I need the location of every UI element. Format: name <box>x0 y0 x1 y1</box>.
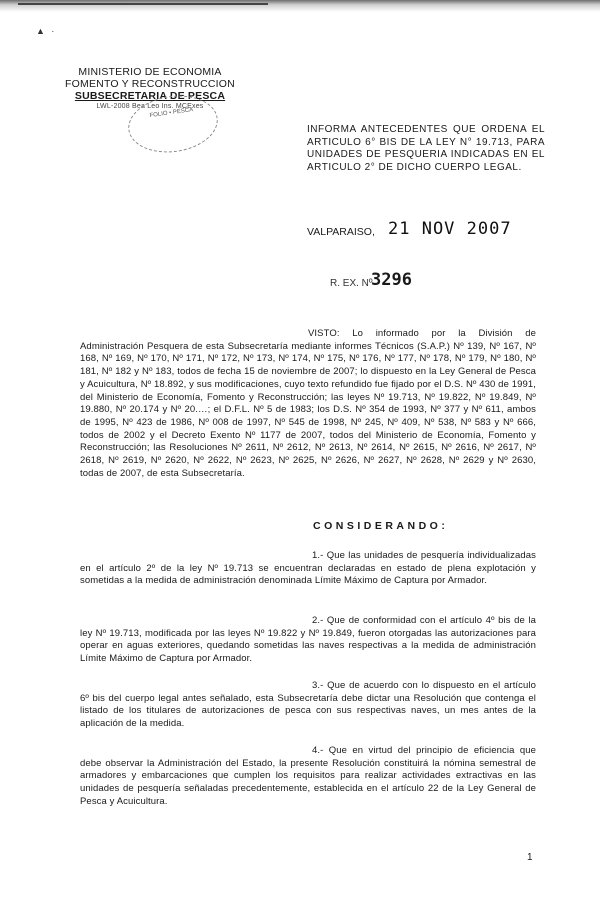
subsecretaria-name: SUBSECRETARIA DE PESCA <box>74 90 226 102</box>
considerando-1: 1.- Que las unidades de pesquería individualizadas en el artículo 2º de la ley Nº 19.713 se encuentran declaradas en estado de plena explotación y sometidas a la medida de administración denominada Límite Máximo de Captura por Armador. <box>80 550 536 587</box>
considerando-heading: CONSIDERANDO: <box>313 520 449 532</box>
corner-mark: ▲ · <box>36 26 57 36</box>
page-number: 1 <box>527 852 533 863</box>
reference-code: LWL-2008 Bea Leo Ins. MCExes <box>96 103 204 110</box>
scan-edge <box>0 0 600 12</box>
date-stamp: 21 NOV 2007 <box>388 219 512 239</box>
stamp-text: FOLIO • PESCA <box>149 107 194 120</box>
considerando-4: 4.- Que en virtud del principio de eficiencia que debe observar la Administración del Estado, la presente Resolución constituirá la nómina semestral de armadores y embarcaciones que cumplen los requisitos para realizar actividades extractivas en las unidades de pesquería señaladas precedentemente, establecida en el artículo 22 de la Ley General de Pesca y Acuicultura. <box>80 745 536 807</box>
visto-paragraph: VISTO: Lo informado por la División de Administración Pesquera de esta Subsecretaría mediante informes Técnicos (S.A.P.) Nº 139, Nº 167, Nº 168, Nº 169, Nº 170, Nº 171, Nº 172, Nº 173, Nº 174, Nº 175, Nº 176, Nº 177, Nº 178, Nº 179, Nº 180, Nº 181, Nº 182 y Nº 183, todos de fecha 15 de noviembre de 2007; lo dispuesto en la Ley General de Pesca y Acuicultura, Nº 18.892, y sus modificaciones, cuyo texto refundido fue fijado por el D.S. Nº 430 de 1991, del Ministerio de Economía, Fomento y Reconstrucción; las leyes Nº 19.713, Nº 19.822, Nº 19.849, Nº 19.880, Nº 20.174 y Nº 20.…; el D.F.L. Nº 5 de 1983; los D.S. Nº 354 de 1993, Nº 377 y Nº 611, ambos de 1995, Nº 423 de 1986, Nº 008 de 1997, Nº 545 de 1998, Nº 245, Nº 409, Nº 538, Nº 583 y Nº 666, todos de 2002 y el Decreto Exento Nº 1177 de 2007, todos del Ministerio de Economía, Fomento y Reconstrucción; las Resoluciones Nº 2611, Nº 2612, Nº 2613, Nº 2614, Nº 2615, Nº 2616, Nº 2617, Nº 2618, Nº 2619, Nº 2620, Nº 2622, Nº 2623, Nº 2625, Nº 2626, Nº 2627, Nº 2628, Nº 2629 y Nº 2630, todas de 2007, de esta Subsecretaría. <box>80 328 536 479</box>
resolution-number: 3296 <box>371 270 412 290</box>
considerando-3: 3.- Que de acuerdo con lo dispuesto en el artículo 6º bis del cuerpo legal antes señalado, esta Subsecretaría debe dictar una Resolución que contenga el listado de los titulares de autorizaciones de pesca con sus respectivas naves, un mes antes de la aplicación de la medida. <box>80 680 536 730</box>
considerando-2: 2.- Que de conformidad con el artículo 4º bis de la ley Nº 19.713, modificada por las leyes Nº 19.822 y Nº 19.849, fueron otorgadas las autorizaciones para operar en aguas exteriores, quedando sometidas las naves respectivas a la medida de administración Límite Máximo de Captura por Armador. <box>80 615 536 665</box>
subject-text: INFORMA ANTECEDENTES QUE ORDENA EL ARTICULO 6° BIS DE LA LEY N° 19.713, PARA UNIDADES DE PESQUERIA INDICADAS EN EL ARTICULO 2° DE DICHO CUERPO LEGAL. <box>307 124 545 173</box>
ministry-line-2: FOMENTO Y RECONSTRUCCION <box>65 78 235 90</box>
resolution-label: R. EX. Nº <box>330 278 373 289</box>
place: VALPARAISO, <box>307 226 375 238</box>
ministry-line-1: MINISTERIO DE ECONOMIA <box>78 66 222 78</box>
